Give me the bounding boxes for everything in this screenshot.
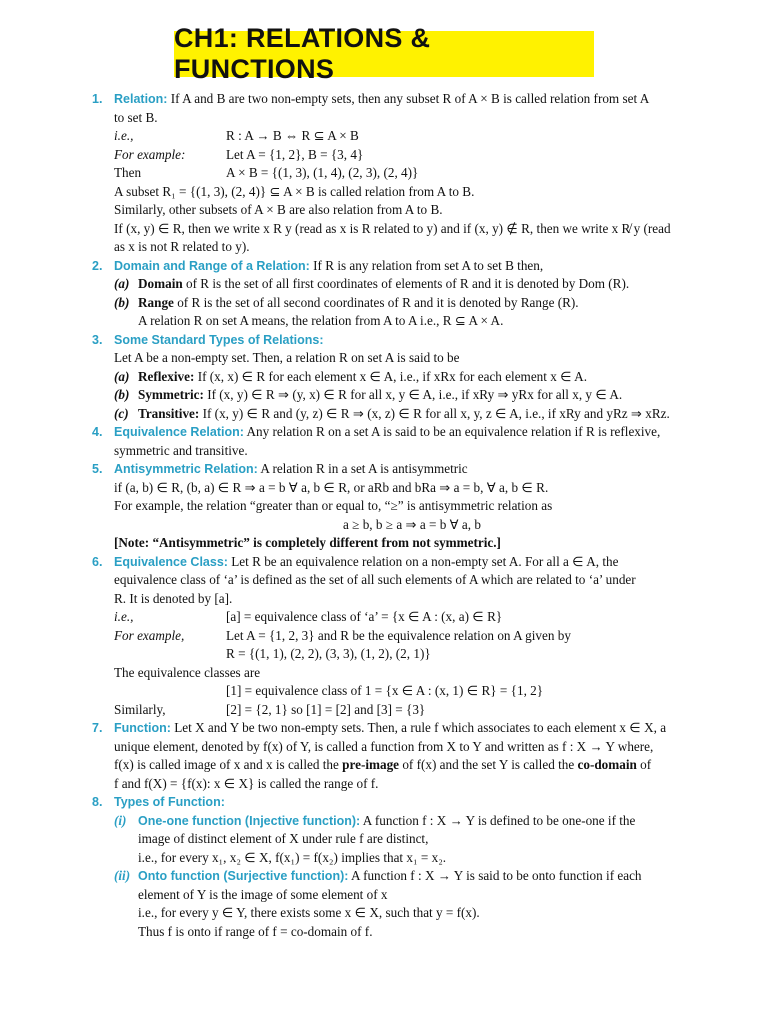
section-heading: Equivalence Relation: [114, 425, 244, 439]
term: co-domain [577, 757, 637, 772]
section-antisymmetric [84, 460, 710, 553]
text: Let R be an equivalence relation on a non-empty set A. For all a ∈ A, the [227, 553, 619, 569]
text: f and f(X) = {f(x): x ∈ X} is called the range of f. [114, 775, 379, 791]
text: A subset R₁ = {(1, 3), (2, 4)} ⊆ A × B is called relation from A to B. [114, 183, 475, 199]
section-number: 3. [92, 332, 103, 347]
text: of R is the set of all second coordinates of R and it is denoted by Range (R). [173, 294, 579, 310]
text: R. It is denoted by [a]. [114, 590, 233, 606]
section-number: 8. [92, 795, 103, 809]
text: A function f : X → Y is said to be onto function if each [348, 868, 642, 883]
text: If R is any relation from set A to set B then, [309, 257, 544, 273]
section-number: 5. [92, 462, 103, 476]
text: element of Y is the image of some element of x [138, 886, 388, 902]
text: Let A = {1, 2}, B = {3, 4} [226, 146, 364, 162]
text: of [636, 757, 652, 772]
section-number: 7. [92, 721, 103, 735]
text: image of distinct element of X under rule f are distinct, [138, 831, 429, 846]
text: R : A → B ⇔ R ⊆ A × B [226, 128, 359, 143]
text: If (x, y) ∈ R and (y, z) ∈ R ⇒ (x, z) ∈ R for all x, y, z ∈ A, i.e., if xRy and yRz ⇒ xRz. [199, 405, 670, 421]
marker: (a) [114, 368, 130, 384]
label: For example, [114, 627, 185, 643]
content [84, 90, 710, 941]
marker: (c) [114, 405, 129, 421]
text: [a] = equivalence class of ‘a’ = {x ∈ A : (x, a) ∈ R} [226, 609, 503, 624]
term: Transitive: [138, 405, 200, 421]
section-equivalence-relation [84, 423, 710, 460]
section-heading: Antisymmetric Relation: [114, 462, 258, 476]
label: Then [114, 165, 142, 180]
section-heading: Equivalence Class: [114, 554, 228, 569]
text: The equivalence classes are [114, 664, 261, 680]
marker: (b) [114, 294, 130, 310]
text: If (x, y) ∈ R, then we write x R y (read as x is R related to y) and if (x, y) ∉ R, then we write x R̸ y (read [114, 220, 671, 236]
text: unique element, denoted by f(x) of Y, is called a function from X to Y and written as f : X → Y where, [114, 738, 654, 754]
subheading: Onto function (Surjective function): [138, 869, 349, 883]
text: [2] = {2, 1} so [1] = [2] and [3] = {3} [226, 701, 426, 717]
text: Any relation R on a set A is said to be an equivalence relation if R is reflexive, [243, 424, 661, 439]
section-types-of-function [84, 793, 710, 941]
text: of R is the set of all first coordinates of elements of R and it is denoted by Dom (R). [182, 276, 630, 291]
text: Let A be a non-empty set. Then, a relation R on set A is said to be [114, 350, 460, 365]
label: i.e., [114, 609, 134, 624]
section-domain-range [84, 257, 710, 331]
text: For example, the relation “greater than or equal to, “≥” is antisymmetric relation as [114, 498, 553, 513]
section-heading: Relation: [114, 92, 168, 106]
term: Range [138, 294, 174, 310]
section-heading: Some Standard Types of Relations: [114, 332, 324, 347]
label: i.e., [114, 128, 134, 143]
term: Symmetric: [138, 387, 204, 402]
text: R = {(1, 1), (2, 2), (3, 3), (1, 2), (2, 1)} [226, 646, 431, 661]
section-function [84, 719, 710, 793]
text: A relation R in a set A is antisymmetric [257, 461, 468, 476]
marker: (ii) [114, 868, 131, 883]
text: If (x, x) ∈ R for each element x ∈ A, i.e., if xRx for each element x ∈ A. [194, 368, 587, 384]
section-heading: Domain and Range of a Relation: [114, 258, 310, 273]
marker: (a) [114, 276, 130, 291]
text: i.e., for every x₁, x₂ ∈ X, f(x₁) = f(x₂) implies that x₁ = x₂. [138, 849, 447, 865]
section-relation [84, 90, 710, 257]
label: For example: [114, 146, 186, 162]
text: Similarly, other subsets of A × B are also relation from A to B. [114, 202, 443, 217]
marker: (b) [114, 387, 130, 402]
term: Reflexive: [138, 368, 195, 384]
label: Similarly, [114, 701, 166, 717]
text: to set B. [114, 109, 158, 125]
section-number: 2. [92, 258, 103, 273]
section-number: 4. [92, 425, 103, 439]
text: a ≥ b, b ≥ a ⇒ a = b ∀ a, b [343, 516, 481, 532]
text: of f(x) and the set Y is called the [399, 757, 578, 772]
section-standard-types [84, 331, 710, 424]
term: pre-image [342, 757, 400, 772]
text: equivalence class of ‘a’ is defined as the set of all such elements of A which are related to ‘a’ under [114, 572, 636, 587]
text: [1] = equivalence class of 1 = {x ∈ A : (x, 1) ∈ R} = {1, 2} [226, 683, 544, 698]
marker: (i) [114, 812, 127, 828]
term: Domain [138, 276, 183, 291]
subheading: One-one function (Injective function): [138, 813, 361, 828]
text: A × B = {(1, 3), (1, 4), (2, 3), (2, 4)} [226, 165, 419, 180]
section-number: 1. [92, 92, 103, 106]
text: symmetric and transitive. [114, 442, 248, 458]
text: If (x, y) ∈ R ⇒ (y, x) ∈ R for all x, y ∈ A, i.e., if xRy ⇒ yRx for all x, y ∈ A. [203, 387, 623, 402]
section-heading: Types of Function: [114, 795, 225, 809]
text: i.e., for every y ∈ Y, there exists some x ∈ X, such that y = f(x). [138, 905, 480, 920]
page-title: CH1: RELATIONS & FUNCTIONS [174, 23, 431, 84]
text: A relation R on set A means, the relation from A to A i.e., R ⊆ A × A. [138, 313, 504, 328]
note: [Note: “Antisymmetric” is completely different from not symmetric.] [114, 535, 501, 550]
text: Let A = {1, 2, 3} and R be the equivalence relation on A given by [226, 627, 571, 643]
section-number: 6. [92, 554, 103, 569]
section-equivalence-class [84, 553, 710, 720]
text: f(x) is called image of x and x is called the [114, 757, 343, 772]
text: A function f : X → Y is defined to be one-one if the [360, 812, 636, 828]
text: If A and B are two non-empty sets, then any subset R of A × B is called relation from set A [167, 91, 650, 106]
text: Let X and Y be two non-empty sets. Then, a rule f which associates to each element x ∈ X, a [170, 720, 667, 735]
section-heading: Function: [114, 721, 171, 735]
text: Thus f is onto if range of f = co-domain of f. [138, 923, 373, 939]
text: if (a, b) ∈ R, (b, a) ∈ R ⇒ a = b ∀ a, b ∈ R, or aRb and bRa ⇒ a = b, ∀ a, b ∈ R. [114, 479, 549, 495]
title-banner [174, 23, 594, 84]
text: as x is not R related to y). [114, 239, 250, 254]
